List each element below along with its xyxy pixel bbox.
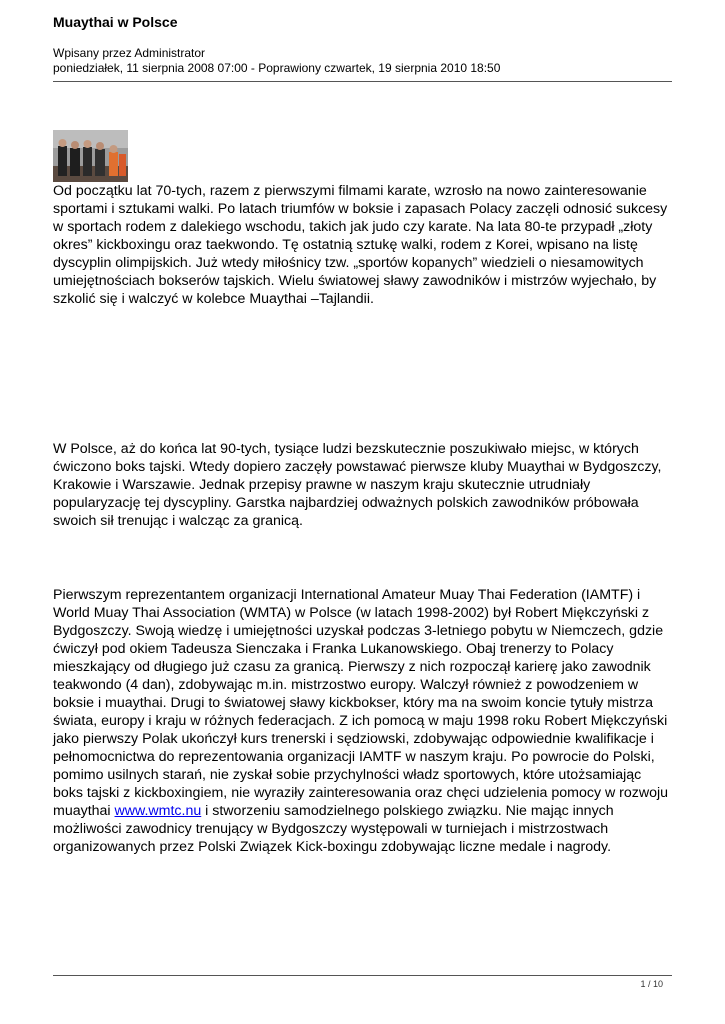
author-line: Wpisany przez Administrator: [53, 46, 206, 60]
paragraph-text-end: i stworzeniu samodzielnego polskiego związku. Nie mając innych możliwości zawodnicy trenujący w Bydgoszczy występowali w turniejach i mistrzostwach organizowanych przez Polski Związek Kick-boxingu zdobywając liczne medale i nagrody.: [53, 803, 614, 855]
header-divider: [53, 81, 672, 82]
wmtc-link[interactable]: www.wmtc.nu: [114, 803, 202, 819]
paragraph-text-start: Pierwszym reprezentantem organizacji International Amateur Muay Thai Federation (IAMTF) i World Muay Thai Association (WMTA) w Polsce (w latach 1998-2002) był Robert Miękczyński z Bydgoszczy. Swoją wiedzę i umiejętności uzyskał podczas 3-letniego pobytu w Niemczech, gdzie ćwiczył pod okiem Tadeusza Sienczaka i Franka Lukanowskiego. Obaj trenerzy to Polacy mieszkający od długiego już czasu za granicą. Pierwszy z nich rozpoczął karierę jako zawodnik teakwondo (4 dan), zdobywając m.in. mistrzostwo europy. Walczył również z powodzeniem w boksie i muaythai. Drugi to światowej sławy kickbokser, który ma na swoim koncie tytuły mistrza świata, europy i kraju w różnych federacjach. Z ich pomocą w maju 1998 roku Robert Miękczyński jako pierwszy Polak ukończył kurs trenerski i sędziowski, zdobywając odpowiednie kwalifikacje i pełnomocnictwa do reprezentowania organizacji IAMTF w naszym kraju. Po powrocie do Polski, pomimo usilnych starań, nie zyskał sobie przychylności władz sportowych, które utożsamiając boks tajski z kickboxingiem, nie wyraziły zainteresowania oraz chęci udzielenia pomocy w rozwoju muaythai: [53, 587, 669, 819]
date-line: poniedziałek, 11 sierpnia 2008 07:00 - Poprawiony czwartek, 19 sierpnia 2010 18:50: [53, 61, 501, 75]
article-meta: [53, 46, 500, 76]
paragraph-iamtf: [53, 586, 673, 856]
article-photo: [53, 130, 128, 182]
paragraph-intro: Od początku lat 70-tych, razem z pierwszymi filmami karate, wzrosło na nowo zainteresowanie sportami i sztukami walki. Po latach triumfów w boksie i zapasach Polacy zaczęli odnosić sukcesy w sportach rodem z dalekiego wschodu, takich jak judo czy karate. Na lata 80-te przypadł „złoty okres” kickboxingu oraz taekwondo. Tę ostatnią sztukę walki, rodem z Korei, wpisano na listę dyscyplin olimpijskich. Już wtedy miłośnicy tzw. „sportów kopanych” wiedzieli o niesamowitych umiejętnościach bokserów tajskich. Wielu światowej sławy zawodników i mistrzów wyjechało, by szkolić się i walczyć w kolebce Muaythai –Tajlandii.: [53, 183, 668, 307]
page-number: 1 / 10: [640, 979, 663, 989]
paragraph-poland-clubs: W Polsce, aż do końca lat 90-tych, tysiące ludzi bezskutecznie poszukiwało miejsc, w których ćwiczono boks tajski. Wtedy dopiero zaczęły powstawać pierwsze kluby Muaythai w Bydgoszczy, Krakowie i Warszawie. Jednak przepisy prawne w naszym kraju skutecznie utrudniały popularyzację tej dyscypliny. Garstka najbardziej odważnych polskich zawodników próbowała swoich sił trenując i walcząc za granicą.: [53, 441, 662, 529]
footer-divider: [53, 975, 672, 976]
page-title: Muaythai w Polsce: [53, 14, 178, 30]
photo-graphic: [53, 130, 128, 182]
